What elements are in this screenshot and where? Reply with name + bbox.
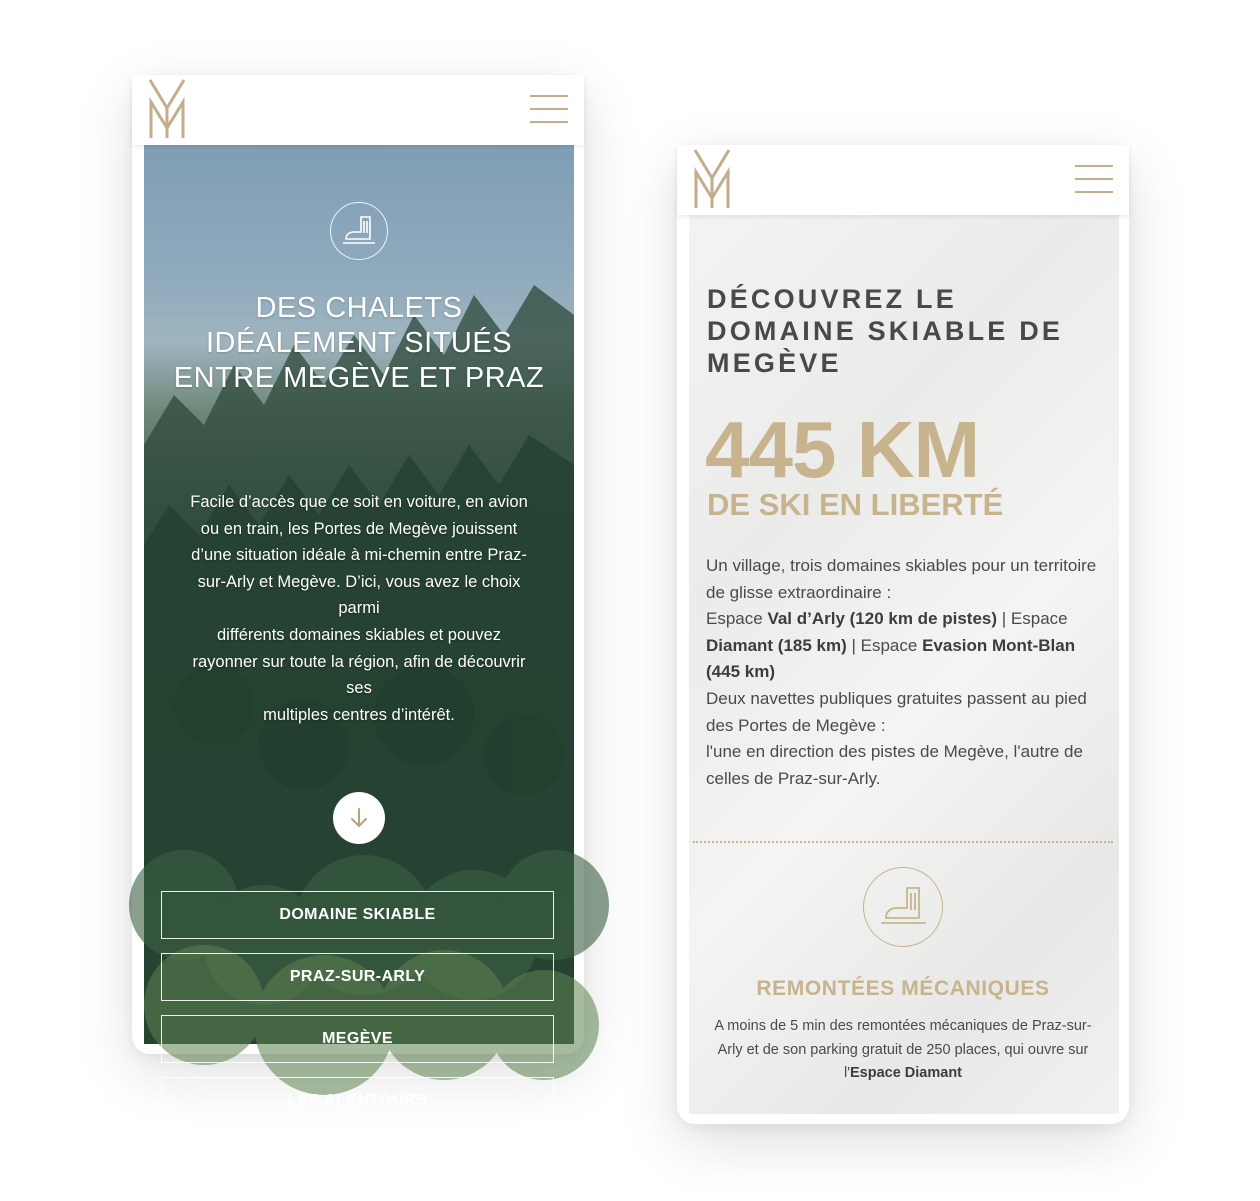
- mobile-screen-right: [677, 145, 1129, 1124]
- ski-boot-icon: [864, 868, 942, 946]
- dotted-divider: [693, 841, 1113, 843]
- nav-button-domaine-skiable[interactable]: DOMAINE SKIABLE: [161, 891, 554, 939]
- mobile-screen-left: [132, 75, 584, 1109]
- directions-line: l'une en direction des pistes de Megève, l'autre de celles de Praz-sur-Arly.: [706, 742, 1083, 788]
- ski-boot-badge: [863, 867, 943, 947]
- hero-description: Facile d’accès que ce soit en voiture, en avion ou en train, les Portes de Megève jouissent d’une situation idéale à mi-chemin entre Praz- sur-Arly et Megève. D’ici, vous avez le choix parmi différents domaines skiables et pouvez rayonner sur toute la région, afin de découvrir ses multiples centres d’intérêt.: [190, 493, 528, 724]
- navettes-line: Deux navettes publiques gratuites passent au pied des Portes de Megève :: [706, 688, 1087, 735]
- espaces-line: Espace Val d’Arly (120 km de pistes) | Espace Diamant (185 km) | Espace Evasion Mont-Blan (445 km): [706, 609, 1076, 682]
- arrow-down-icon: [347, 806, 371, 830]
- page-title: DÉCOUVREZ LE DOMAINE SKIABLE DE MEGÈVE: [707, 284, 1064, 378]
- highlight-subtitle: DE SKI EN LIBERTÉ: [707, 487, 1004, 522]
- nav-button-praz-sur-arly[interactable]: PRAZ-SUR-ARLY: [161, 953, 554, 1001]
- section-description: A moins de 5 min des remontées mécaniques de Praz-sur-Arly et de son parking gratuit de 250 places, qui ouvre sur l'Espace Diamant: [714, 1018, 1092, 1081]
- ski-boot-icon: [331, 203, 387, 259]
- app-header: [132, 75, 584, 145]
- hero-section: [144, 145, 574, 1109]
- scroll-down-button[interactable]: [333, 792, 385, 844]
- description-text: [706, 553, 1101, 792]
- nav-button-megeve[interactable]: MEGÈVE: [161, 1015, 554, 1063]
- hero-title: DES CHALETS IDÉALEMENT SITUÉS ENTRE MEGÈVE ET PRAZ: [173, 292, 545, 394]
- app-header: [677, 145, 1129, 215]
- mm-logo-icon[interactable]: [147, 78, 187, 140]
- intro-line: Un village, trois domaines skiables pour un territoire de glisse extraordinaire :: [706, 556, 1097, 602]
- hamburger-menu-icon[interactable]: [530, 95, 568, 123]
- section-title: REMONTÉES MÉCANIQUES: [756, 977, 1050, 1000]
- hamburger-menu-icon[interactable]: [1075, 165, 1113, 193]
- mm-logo-icon[interactable]: [692, 148, 732, 210]
- ski-boot-badge: [330, 202, 388, 260]
- highlight-number: 445 KM: [705, 405, 980, 494]
- nav-button-les-alentours[interactable]: LES ALENTOURS: [161, 1077, 554, 1125]
